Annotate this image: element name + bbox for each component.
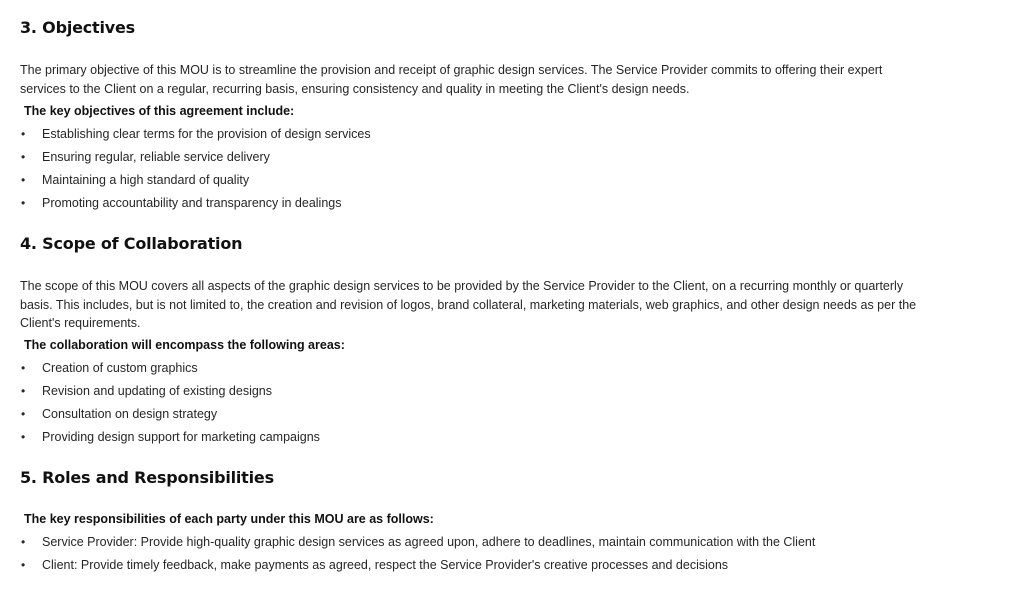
bullet-icon: • xyxy=(21,173,26,187)
list-item-text: Client: Provide timely feedback, make payments as agreed, respect the Service Provider's creative processes and decisions xyxy=(42,558,729,572)
bullet-icon: • xyxy=(21,150,26,164)
list-item-text: Providing design support for marketing campaigns xyxy=(42,430,320,444)
bullet-icon: • xyxy=(21,361,26,375)
list-item xyxy=(20,169,371,192)
objectives-paragraph: The primary objective of this MOU is to streamline the provision and receipt of graphic design services. The Service Provider commits to offering their expert services to the Client on a regular, recurring basis, ensuring consistency and quality in meeting the Client's design needs. xyxy=(20,63,883,96)
list-item xyxy=(20,403,320,426)
bullet-icon: • xyxy=(21,196,26,210)
list-item-text: Service Provider: Provide high-quality graphic design services as agreed upon, adhere to deadlines, maintain communication with the Client xyxy=(42,535,816,549)
list-item xyxy=(20,357,320,380)
objectives-lead: The key objectives of this agreement include: xyxy=(24,104,295,118)
bullet-icon: • xyxy=(21,558,26,572)
bullet-icon: • xyxy=(21,384,26,398)
section-heading-scope: 4. Scope of Collaboration xyxy=(20,234,243,253)
list-item xyxy=(20,531,815,554)
scope-paragraph: The scope of this MOU covers all aspects of the graphic design services to be provided by the Service Provider to the Client, on a recurring monthly or quarterly basis. This includes, but is not limited to, the creation and revision of logos, brand collateral, marketing materials, web graphics, and other design needs as per the Client's requirements. xyxy=(20,279,917,330)
list-item xyxy=(20,426,320,449)
scope-list xyxy=(20,357,320,449)
list-item xyxy=(20,123,371,146)
list-item-text: Revision and updating of existing designs xyxy=(42,384,273,398)
list-item-text: Establishing clear terms for the provision of design services xyxy=(42,127,371,141)
list-item-text: Ensuring regular, reliable service delivery xyxy=(42,150,270,164)
list-item-text: Promoting accountability and transparency in dealings xyxy=(42,196,342,210)
objectives-list xyxy=(20,123,371,215)
list-item xyxy=(20,146,371,169)
list-item-text: Maintaining a high standard of quality xyxy=(42,173,250,187)
list-item xyxy=(20,380,320,403)
bullet-icon: • xyxy=(21,127,26,141)
section-heading-roles: 5. Roles and Responsibilities xyxy=(20,468,274,487)
list-item xyxy=(20,554,815,577)
list-item-text: Consultation on design strategy xyxy=(42,407,218,421)
bullet-icon: • xyxy=(21,535,26,549)
bullet-icon: • xyxy=(21,407,26,421)
list-item xyxy=(20,192,371,215)
list-item-text: Creation of custom graphics xyxy=(42,361,198,375)
scope-lead: The collaboration will encompass the following areas: xyxy=(24,338,345,352)
bullet-icon: • xyxy=(21,430,26,444)
section-heading-objectives: 3. Objectives xyxy=(20,18,135,37)
roles-list xyxy=(20,531,815,577)
roles-lead: The key responsibilities of each party under this MOU are as follows: xyxy=(24,512,434,526)
